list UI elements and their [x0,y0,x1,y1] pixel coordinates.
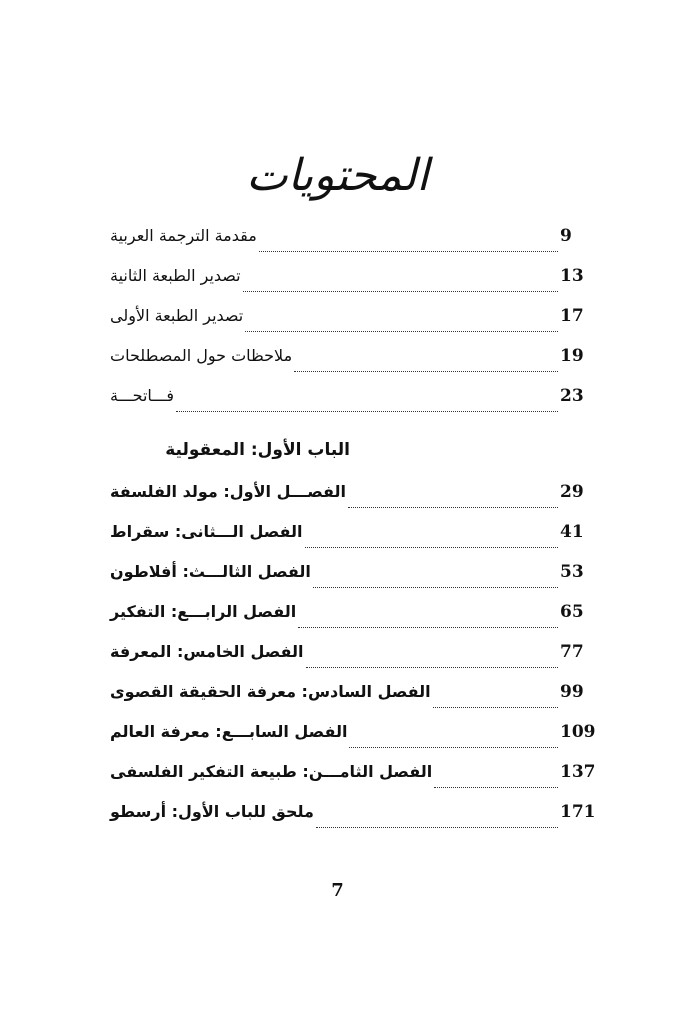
toc-row[interactable] [110,346,620,376]
toc-row[interactable] [110,802,620,832]
toc-entry-label: الفصل السادس: معرفة الحقيقة القصوى [110,682,431,701]
leader-dots [348,506,558,508]
toc-entry-label: تصدير الطبعة الأولى [110,306,244,325]
toc-entry-label: الفصل الرابـــع: التفكير [110,602,297,621]
leader-dots [433,706,558,708]
toc-entry-label: الفصل الثالـــث: أفلاطون [110,562,311,581]
leader-dots [316,826,558,828]
toc-row[interactable] [110,562,620,592]
toc-entry-label: الفصل الخامس: المعرفة [110,642,304,661]
toc-row[interactable] [110,682,620,712]
toc-entry-label: تصدير الطبعة الثانية [110,266,241,285]
leader-dots [298,626,558,628]
toc-page-number: 65 [560,602,584,622]
leader-dots [313,586,558,588]
toc-entry-label: مقدمة الترجمة العربية [110,226,257,245]
leader-dots [305,546,558,548]
toc-page-number: 99 [560,682,584,702]
toc-page-number: 137 [560,762,596,782]
section-heading: الباب الأول: المعقولية [165,440,350,460]
toc-row[interactable] [110,522,620,552]
leader-dots [349,746,558,748]
leader-dots [176,410,558,412]
leader-dots [245,330,558,332]
toc-row[interactable] [110,386,620,416]
toc-page-number: 29 [560,482,584,502]
toc-row[interactable] [110,266,620,296]
toc-row[interactable] [110,642,620,672]
toc-row[interactable] [110,722,620,752]
toc-entry-label: الفصل الثامـــن: طبيعة التفكير الفلسفى [110,762,433,781]
toc-entry-label: فـــاتحـــة [110,386,175,405]
leader-dots [434,786,558,788]
leader-dots [243,290,558,292]
toc-page-number: 77 [560,642,584,662]
toc-row[interactable] [110,762,620,792]
toc-page-number: 53 [560,562,584,582]
toc-row[interactable] [110,226,620,256]
toc-page-number: 41 [560,522,584,542]
toc-page-number: 13 [560,266,584,286]
toc-entry-label: الفصـــل الأول: مولد الفلسفة [110,482,347,501]
toc-page-number: 19 [560,346,584,366]
page-number: 7 [331,880,344,901]
toc-entry-label: الفصل الـــثانى: سقراط [110,522,303,541]
toc-page-number: 171 [560,802,596,822]
toc-entry-label: ملحق للباب الأول: أرسطو [110,802,314,821]
toc-page-number: 23 [560,386,584,406]
toc-page-number: 9 [560,226,572,246]
leader-dots [259,250,558,252]
toc-entry-label: ملاحظات حول المصطلحات [110,346,293,365]
toc-row[interactable] [110,602,620,632]
page-title: المحتويات [246,150,429,201]
leader-dots [294,370,558,372]
toc-page-number: 109 [560,722,596,742]
toc-row[interactable] [110,306,620,336]
leader-dots [306,666,558,668]
toc-entry-label: الفصل السابـــع: معرفة العالم [110,722,348,741]
toc-row[interactable] [110,482,620,512]
toc-page-number: 17 [560,306,584,326]
